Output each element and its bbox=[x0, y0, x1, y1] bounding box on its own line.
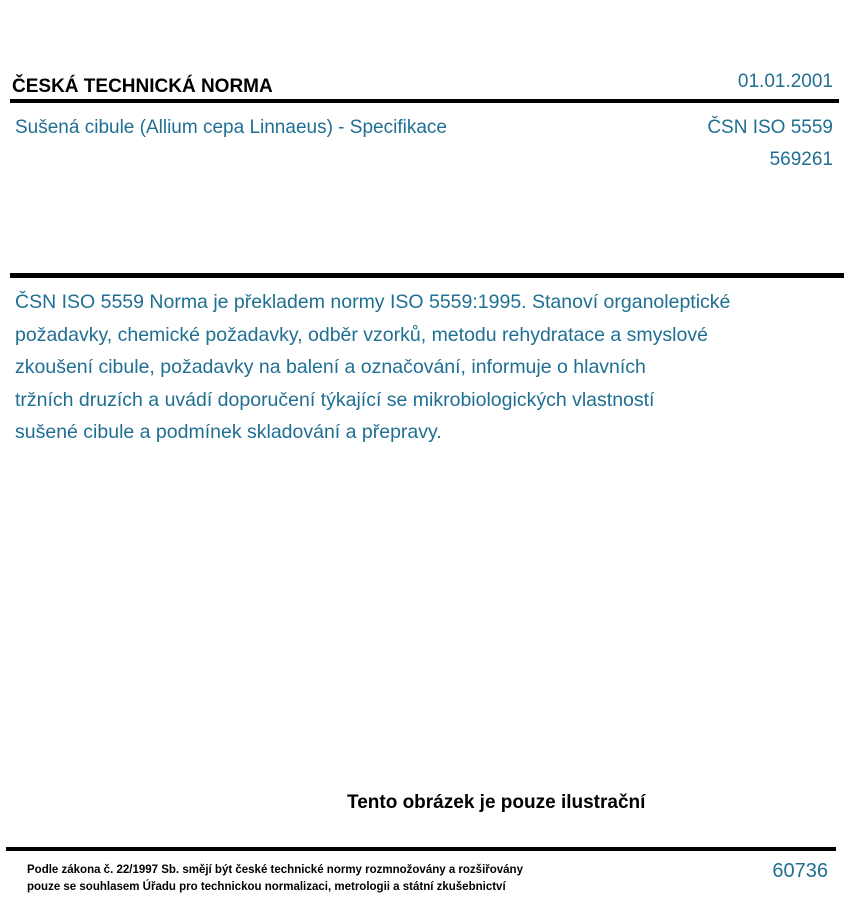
abstract-line: zkoušení cibule, požadavky na balení a označování, informuje o hlavních bbox=[15, 356, 646, 378]
standard-code: ČSN ISO 5559 bbox=[707, 117, 833, 138]
header-divider bbox=[10, 99, 839, 103]
abstract-line: tržních druzích a uvádí doporučení týkající se mikrobiologických vlastností bbox=[15, 388, 655, 411]
document-title: Sušená cibule (Allium cepa Linnaeus) - Specifikace bbox=[15, 117, 447, 138]
abstract-line: ČSN ISO 5559 Norma je překladem normy ISO 5559:1995. Stanoví organoleptické bbox=[15, 291, 731, 313]
legal-notice bbox=[27, 862, 523, 896]
classification-number: 569261 bbox=[769, 149, 833, 170]
legal-line: pouze se souhlasem Úřadu pro technickou normalizaci, metrologii a státní zkušebnictví bbox=[27, 881, 506, 893]
legal-line: Podle zákona č. 22/1997 Sb. smějí být české technické normy rozmnožovány a rozšiřovány bbox=[27, 864, 523, 876]
section-divider bbox=[10, 273, 844, 278]
catalog-number: 60736 bbox=[772, 860, 828, 882]
abstract-text bbox=[15, 286, 835, 449]
publication-date: 01.01.2001 bbox=[737, 71, 833, 92]
footer-divider bbox=[6, 847, 836, 851]
abstract-line: požadavky, chemické požadavky, odběr vzorků, metodu rehydratace a smyslové bbox=[15, 323, 708, 346]
abstract-line: sušené cibule a podmínek skladování a přepravy. bbox=[15, 421, 442, 443]
standard-header-title: ČESKÁ TECHNICKÁ NORMA bbox=[12, 76, 273, 97]
illustrative-notice: Tento obrázek je pouze ilustrační bbox=[347, 792, 646, 813]
